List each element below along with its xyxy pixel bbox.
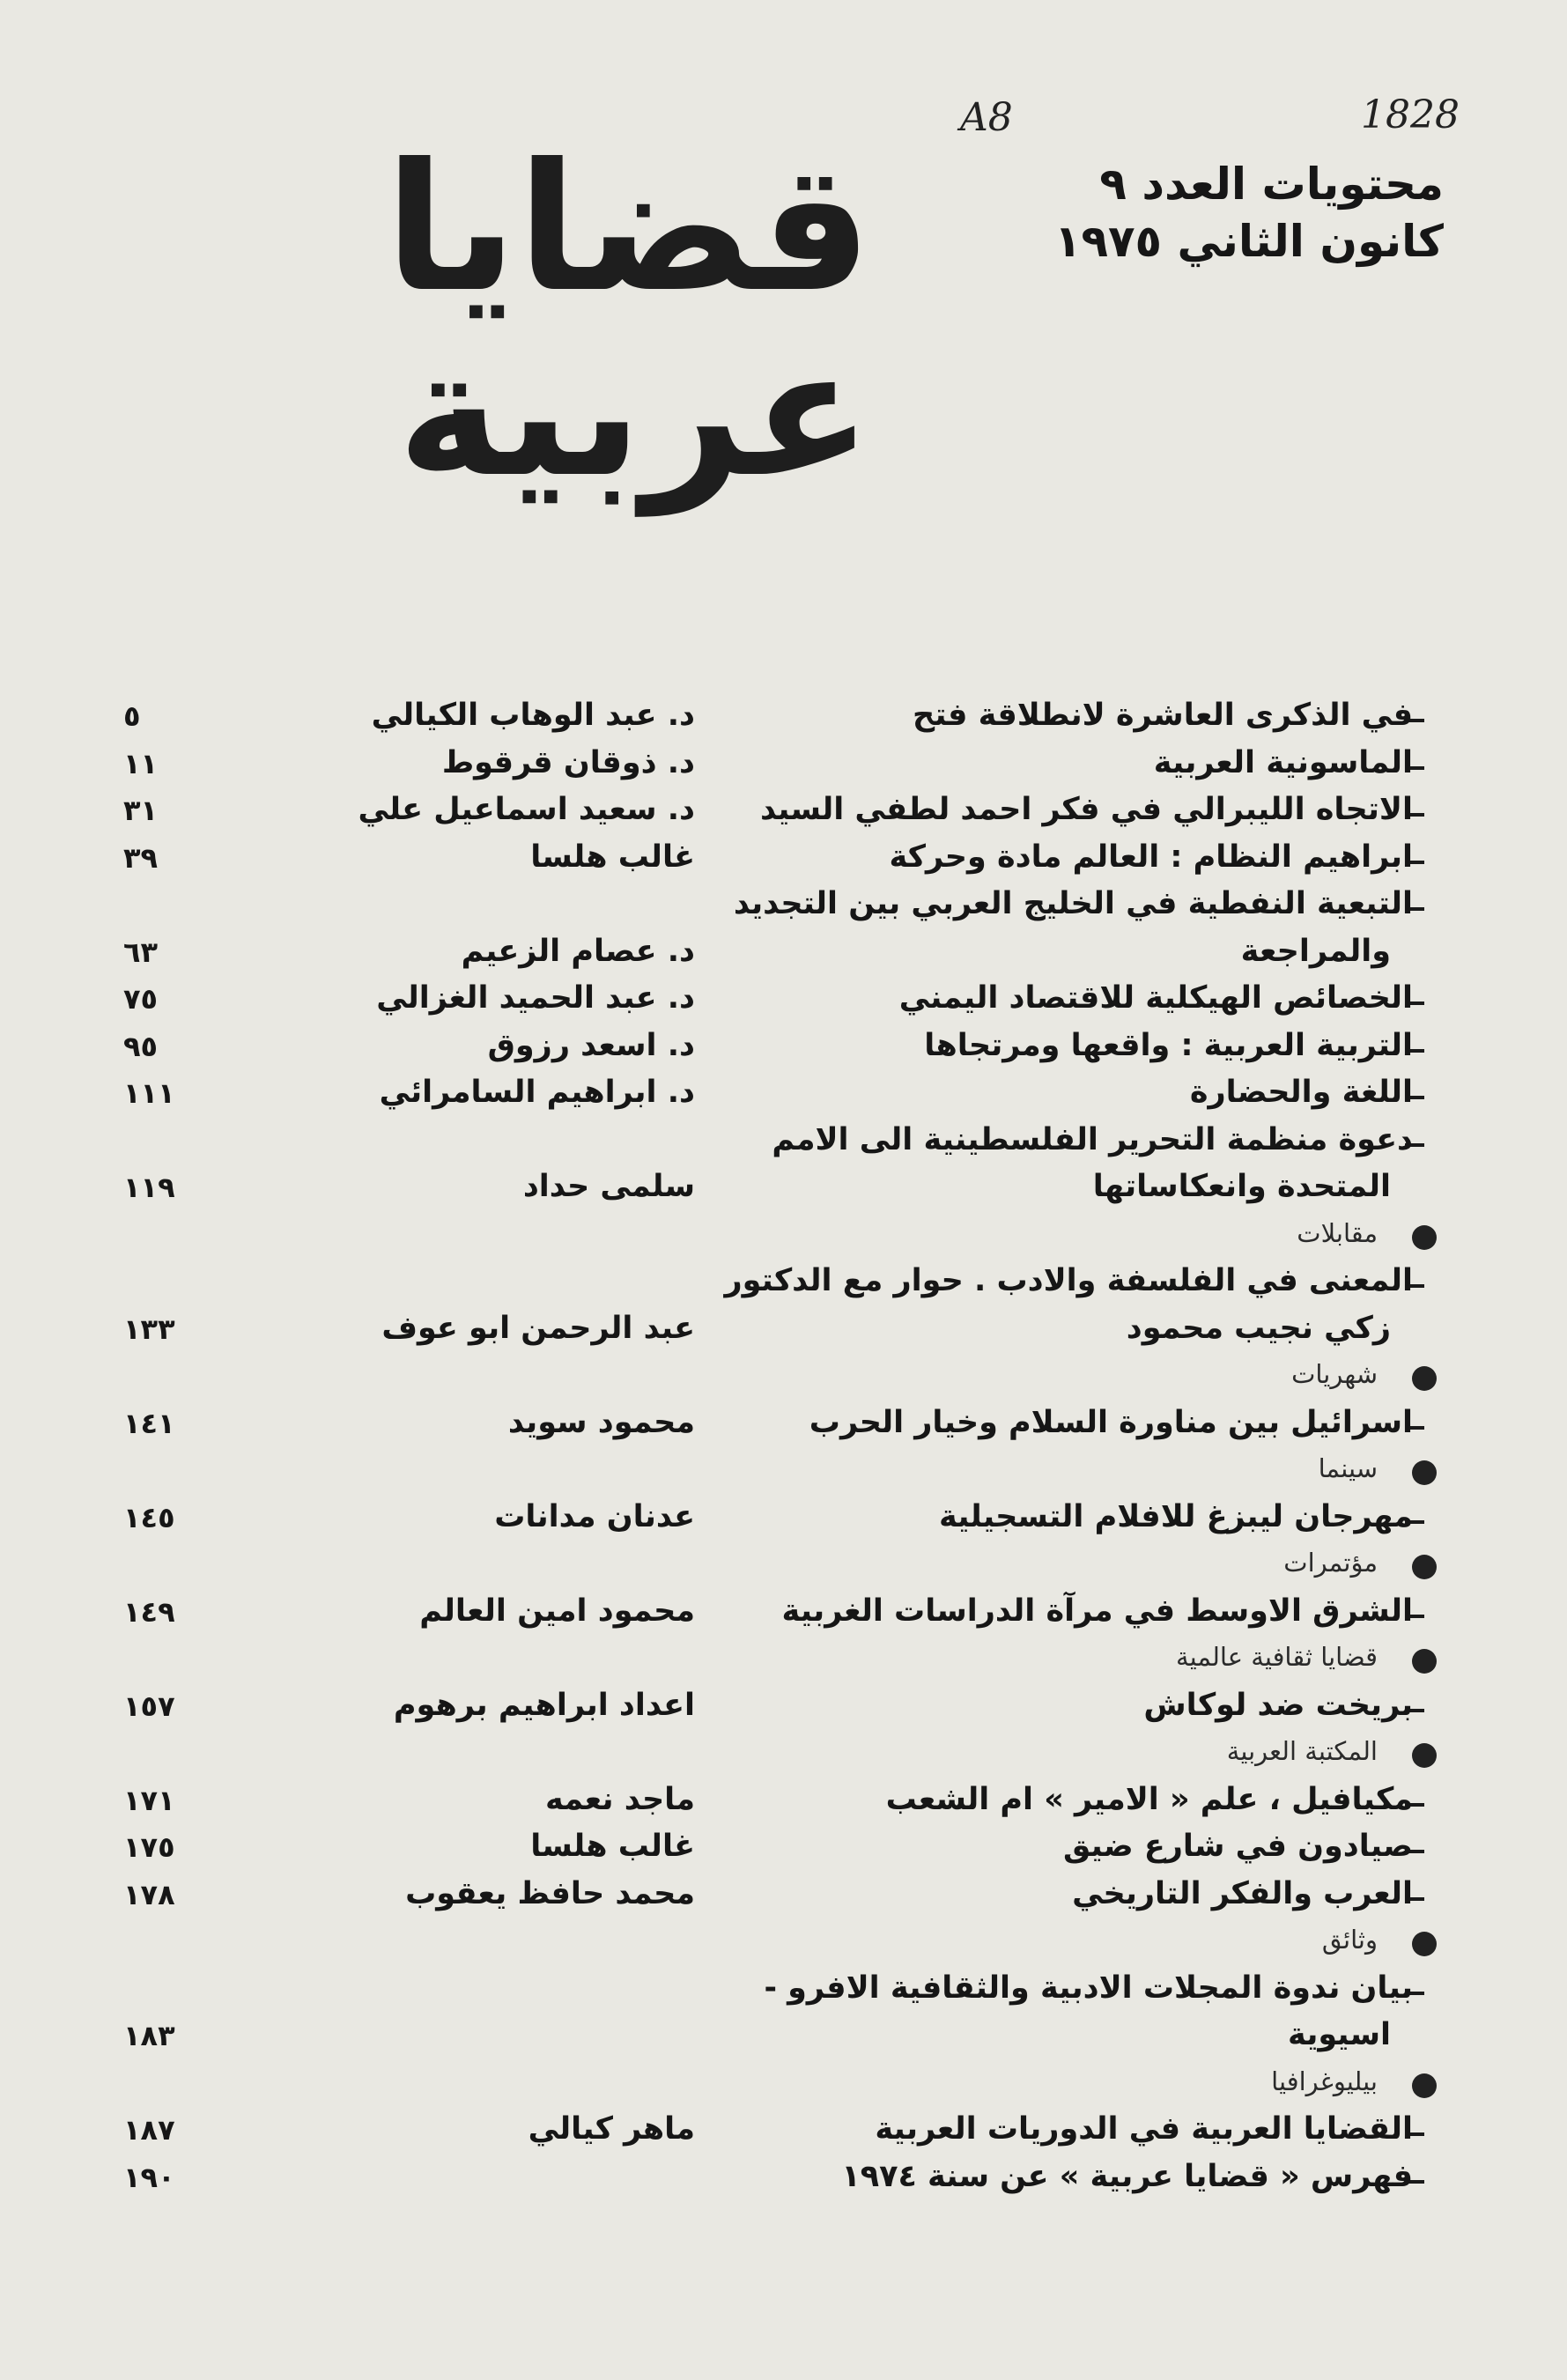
section-bullet-icon xyxy=(1412,2073,1437,2098)
toc-article-title: التربية العربية : واقعها ومرتجاها xyxy=(924,1028,1413,1063)
handwritten-note-right: 1828 xyxy=(1361,92,1460,137)
toc-article-title: اسرائيل بين مناورة السلام وخيار الحرب xyxy=(809,1405,1413,1440)
toc-article-title: الشرق الاوسط في مرآة الدراسات الغربية xyxy=(781,1593,1413,1629)
toc-article-title: العرب والفكر التاريخي xyxy=(1072,1876,1413,1911)
toc-page-number: ٦٣ xyxy=(123,935,159,969)
toc-section-heading: بيليوغرافيا xyxy=(1271,2066,1378,2096)
toc-article-author: عدنان مدانات xyxy=(494,1499,695,1534)
toc-page-number: ١١٩ xyxy=(123,1171,175,1204)
toc-section-heading: شهريات xyxy=(1291,1359,1378,1389)
toc-article-title: اللغة والحضارة xyxy=(1189,1075,1413,1110)
toc-section-heading: وثائق xyxy=(1321,1925,1378,1955)
toc-row xyxy=(0,1167,1567,1211)
toc-page-number: ١٨٣ xyxy=(123,2019,175,2052)
toc-page-number: ١٩٠ xyxy=(123,2161,175,2194)
toc-row xyxy=(0,979,1567,1023)
toc-row xyxy=(0,1874,1567,1918)
toc-section-heading: سينما xyxy=(1318,1453,1378,1483)
toc-article-author: سلمى حداد xyxy=(522,1169,695,1204)
toc-page-number: ١٧١ xyxy=(123,1784,175,1817)
toc-row xyxy=(0,1120,1567,1164)
toc-article-title: والمراجعة xyxy=(1240,934,1391,969)
toc-article-title: المعنى في الفلسفة والادب . حوار مع الدكتور xyxy=(724,1263,1413,1298)
toc-row xyxy=(0,743,1567,787)
toc-page-number: ١٤٥ xyxy=(123,1501,175,1534)
toc-row xyxy=(0,1497,1567,1541)
toc-article-author: د. ذوقان قرقوط xyxy=(441,745,695,780)
toc-section-row xyxy=(0,1356,1567,1400)
toc-article-author: غالب هلسا xyxy=(530,1829,695,1864)
toc-row xyxy=(0,2015,1567,2059)
toc-section-row xyxy=(0,1921,1567,1965)
toc-article-title: مكيافيل ، علم « الامير » ام الشعب xyxy=(885,1782,1413,1817)
toc-article-author: اعداد ابراهيم برهوم xyxy=(393,1688,695,1723)
toc-row xyxy=(0,2157,1567,2201)
toc-article-author: عبد الرحمن ابو عوف xyxy=(381,1311,695,1346)
toc-page-number: ١٨٧ xyxy=(123,2113,175,2147)
toc-page-number: ١٧٥ xyxy=(123,1830,175,1864)
handwritten-note-left: A8 xyxy=(960,95,1013,140)
toc-row xyxy=(0,696,1567,740)
section-bullet-icon xyxy=(1412,1225,1437,1250)
toc-article-author: د. ابراهيم السامرائي xyxy=(379,1075,695,1110)
toc-article-title: بيان ندوة المجلات الادبية والثقافية الافرو - xyxy=(764,1970,1413,2006)
toc-page-number: ١١ xyxy=(123,747,159,780)
toc-row xyxy=(0,1686,1567,1730)
toc-article-title: القضايا العربية في الدوريات العربية xyxy=(875,2111,1413,2147)
toc-section-heading: مؤتمرات xyxy=(1283,1548,1378,1578)
toc-row xyxy=(0,1026,1567,1070)
toc-section-row xyxy=(0,1733,1567,1777)
toc-page-number: ١٤١ xyxy=(123,1407,175,1440)
toc-row xyxy=(0,838,1567,882)
toc-row xyxy=(0,790,1567,834)
toc-article-title: الماسونية العربية xyxy=(1153,745,1413,780)
section-bullet-icon xyxy=(1412,1743,1437,1768)
toc-page-number: ٣٩ xyxy=(123,841,159,875)
toc-row xyxy=(0,1403,1567,1447)
toc-article-author: ماهر كيالي xyxy=(528,2111,695,2147)
toc-section-heading: مقابلات xyxy=(1297,1218,1378,1248)
toc-section-heading: قضايا ثقافية عالمية xyxy=(1176,1642,1378,1672)
toc-row xyxy=(0,1827,1567,1871)
toc-section-row xyxy=(0,1544,1567,1588)
toc-page-number: ٥ xyxy=(123,699,141,733)
toc-article-title: صيادون في شارع ضيق xyxy=(1063,1829,1413,1864)
section-bullet-icon xyxy=(1412,1366,1437,1391)
toc-article-author: د. سعيد اسماعيل علي xyxy=(358,792,695,827)
toc-page-number: ٣١ xyxy=(123,794,159,827)
toc-article-title: الاتجاه الليبرالي في فكر احمد لطفي السيد xyxy=(759,792,1413,827)
toc-article-title: زكي نجيب محمود xyxy=(1126,1311,1391,1346)
toc-article-author: د. عبد الوهاب الكيالي xyxy=(371,698,695,733)
toc-row xyxy=(0,1780,1567,1824)
toc-article-title: التبعية النفطية في الخليج العربي بين التجديد xyxy=(733,886,1413,921)
toc-section-row xyxy=(0,1215,1567,1259)
toc-article-title: المتحدة وانعكاساتها xyxy=(1092,1169,1391,1204)
toc-article-title: دعوة منظمة التحرير الفلسطينية الى الامم xyxy=(772,1122,1413,1157)
toc-article-title: اسيوية xyxy=(1287,2017,1391,2052)
toc-row xyxy=(0,1309,1567,1353)
toc-row xyxy=(0,1073,1567,1117)
toc-row xyxy=(0,1592,1567,1636)
toc-section-row xyxy=(0,1450,1567,1494)
logo-line-1: قضايا xyxy=(384,126,872,331)
toc-article-author: د. عبد الحميد الغزالي xyxy=(376,980,695,1016)
issue-date: كانون الثاني ١٩٧٥ xyxy=(1054,216,1444,267)
toc-row xyxy=(0,1261,1567,1305)
section-bullet-icon xyxy=(1412,1555,1437,1579)
toc-section-heading: المكتبة العربية xyxy=(1226,1736,1378,1766)
toc-article-title: بريخت ضد لوكاش xyxy=(1143,1688,1413,1723)
toc-page-number: ١٣٣ xyxy=(123,1312,175,1346)
toc-article-title: فهرس « قضايا عربية » عن سنة ١٩٧٤ xyxy=(841,2159,1413,2194)
toc-page-number: ٩٥ xyxy=(123,1030,159,1063)
toc-article-author: محمود سويد xyxy=(507,1405,695,1440)
issue-contents-heading: محتويات العدد ٩ xyxy=(1099,159,1444,210)
toc-article-author: ماجد نعمه xyxy=(544,1782,695,1817)
section-bullet-icon xyxy=(1412,1649,1437,1674)
toc-article-author: غالب هلسا xyxy=(530,839,695,875)
logo-line-2: عربية xyxy=(396,311,872,516)
toc-article-author: محمود امين العالم xyxy=(419,1593,695,1629)
toc-page-number: ١٧٨ xyxy=(123,1878,175,1911)
toc-article-title: في الذكرى العاشرة لانطلاقة فتح xyxy=(913,698,1413,733)
toc-page-number: ١٤٩ xyxy=(123,1595,175,1629)
toc-article-title: ابراهيم النظام : العالم مادة وحركة xyxy=(889,839,1413,875)
toc-page-number: ٧٥ xyxy=(123,982,159,1016)
toc-section-row xyxy=(0,1638,1567,1682)
toc-article-author: د. عصام الزعيم xyxy=(461,934,695,969)
toc-article-title: الخصائص الهيكلية للاقتصاد اليمني xyxy=(898,980,1413,1016)
toc-article-title: مهرجان ليبزغ للافلام التسجيلية xyxy=(939,1499,1413,1534)
toc-page-number: ١٥٧ xyxy=(123,1689,175,1723)
toc-page-number: ١١١ xyxy=(123,1076,175,1110)
toc-section-row xyxy=(0,2063,1567,2107)
section-bullet-icon xyxy=(1412,1932,1437,1956)
toc-row xyxy=(0,1969,1567,2013)
toc-article-author: محمد حافظ يعقوب xyxy=(405,1876,695,1911)
section-bullet-icon xyxy=(1412,1460,1437,1485)
toc-article-author: د. اسعد رزوق xyxy=(487,1028,695,1063)
toc-row xyxy=(0,932,1567,976)
toc-row xyxy=(0,884,1567,928)
toc-row xyxy=(0,2110,1567,2154)
